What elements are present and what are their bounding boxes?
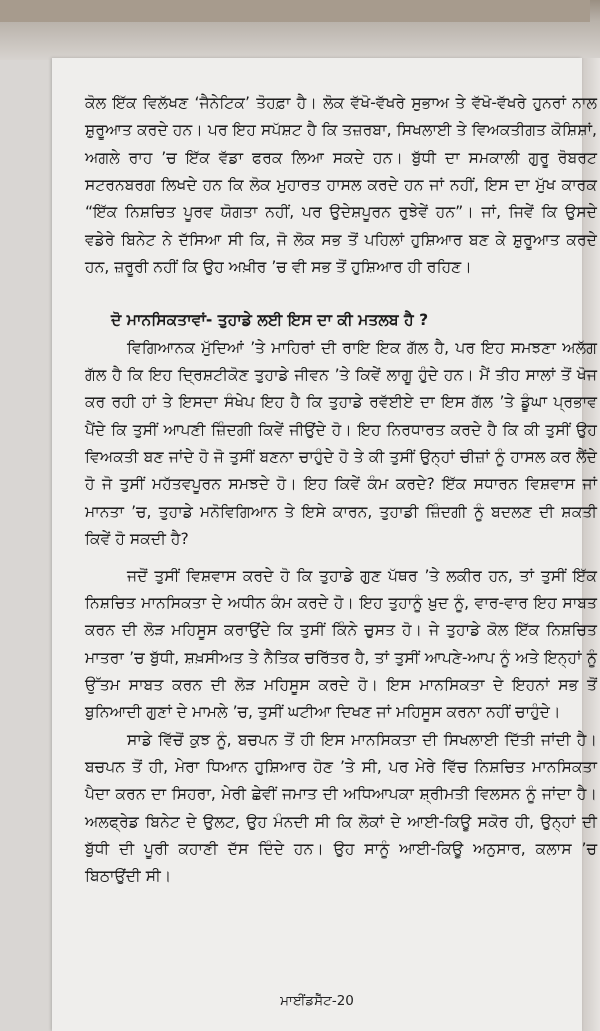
book-cover-edge (0, 0, 590, 22)
paragraph-4: ਸਾਡੇ ਵਿੱਚੋਂ ਕੁਝ ਨੂੰ, ਬਚਪਨ ਤੋਂ ਹੀ ਇਸ ਮਾਨਸਿਕਤਾ ਦੀ ਸਿਖਲਾਈ ਦਿੱਤੀ ਜਾਂਦੀ ਹੈ। ਬਚਪਨ ਤੋਂ ਹੀ, ਮੇਰਾ ਧਿਆਨ ਹੁਸ਼ਿਆਰ ਹੋਣ ’ਤੇ ਸੀ, ਪਰ ਮੇਰੇ ਵਿੱਚ ਨਿਸ਼ਚਿਤ ਮਾਨਸਿਕਤਾ ਪੈਦਾ ਕਰਨ ਦਾ ਸਿਹਰਾ, ਮੇਰੀ ਛੇਵੀਂ ਜਮਾਤ ਦੀ ਅਧਿਆਪਕਾ ਸ਼੍ਰੀਮਤੀ ਵਿਲਸਨ ਨੂੰ ਜਾਂਦਾ ਹੈ। ਅਲਫ੍ਰੇਡ ਬਿਨੇਟ ਦੇ ਉਲਟ, ਉਹ ਮੰਨਦੀ ਸੀ ਕਿ ਲੋਕਾਂ ਦੇ ਆਈ-ਕਿਊ ਸਕੋਰ ਹੀ, ਉਨ੍ਹਾਂ ਦੀ ਬੁੱਧੀ ਦੀ ਪੂਰੀ ਕਹਾਣੀ ਦੱਸ ਦਿੰਦੇ ਹਨ। ਉਹ ਸਾਨੂੰ ਆਈ-ਕਿਊ ਅਨੁਸਾਰ, ਕਲਾਸ ’ਚ ਬਿਠਾਉਂਦੀ ਸੀ। (85, 730, 597, 886)
book-page (52, 58, 597, 1031)
section-gap (85, 281, 597, 295)
paragraph-3: ਜਦੋਂ ਤੁਸੀਂ ਵਿਸ਼ਵਾਸ ਕਰਦੇ ਹੋ ਕਿ ਤੁਹਾਡੇ ਗੁਣ ਪੱਥਰ ’ਤੇ ਲਕੀਰ ਹਨ, ਤਾਂ ਤੁਸੀਂ ਇੱਕ ਨਿਸ਼ਚਿਤ ਮਾਨਸਿਕਤਾ ਦੇ ਅਧੀਨ ਕੰਮ ਕਰਦੇ ਹੋ। ਇਹ ਤੁਹਾਨੂੰ ਖ਼ੁਦ ਨੂੰ, ਵਾਰ-ਵਾਰ ਇਹ ਸਾਬਤ ਕਰਨ ਦੀ ਲੋੜ ਮਹਿਸੂਸ ਕਰਾਉਂਦੇ ਕਿ ਤੁਸੀਂ ਕਿੰਨੇ ਚੁਸਤ ਹੋ। ਜੇ ਤੁਹਾਡੇ ਕੋਲ ਇੱਕ ਨਿਸ਼ਚਿਤ ਮਾਤਰਾ ’ਚ ਬੁੱਧੀ, ਸ਼ਖ਼ਸੀਅਤ ਤੇ ਨੈਤਿਕ ਚਰਿੱਤਰ ਹੈ, ਤਾਂ ਤੁਸੀਂ ਆਪਣੇ-ਆਪ ਨੂੰ ਅਤੇ ਇਨ੍ਹਾਂ ਨੂੰ ਉੱਤਮ ਸਾਬਤ ਕਰਨ ਦੀ ਲੋੜ ਮਹਿਸੂਸ ਕਰਦੇ ਹੋ। ਇਸ ਮਾਨਸਿਕਤਾ ਦੇ ਇਹਨਾਂ ਸਭ ਤੋਂ ਬੁਨਿਆਦੀ ਗੁਣਾਂ ਦੇ ਮਾਮਲੇ ’ਚ, ਤੁਸੀਂ ਘਟੀਆ ਦਿਖਣ ਜਾਂ ਮਹਿਸੂਸ ਕਰਨਾ ਨਹੀਂ ਚਾਹੁੰਦੇ। (85, 566, 597, 722)
background-top-strip (0, 0, 600, 60)
paragraph-1: ਕੋਲ ਇੱਕ ਵਿਲੱਖਣ ‘ਜੈਨੇਟਿਕ’ ਤੋਹਫ਼ਾ ਹੈ। ਲੋਕ ਵੱਖੋ-ਵੱਖਰੇ ਸੁਭਾਅ ਤੇ ਵੱਖੋ-ਵੱਖਰੇ ਹੁਨਰਾਂ ਨਾਲ ਸ਼ੁਰੂਆਤ ਕਰਦੇ ਹਨ। ਪਰ ਇਹ ਸਪੱਸ਼ਟ ਹੈ ਕਿ ਤਜ਼ਰਬਾ, ਸਿਖਲਾਈ ਤੇ ਵਿਅਕਤੀਗਤ ਕੋਸ਼ਿਸ਼ਾਂ, ਅਗਲੇ ਰਾਹ ’ਚ ਇੱਕ ਵੱਡਾ ਫਰਕ ਲਿਆ ਸਕਦੇ ਹਨ। ਬੁੱਧੀ ਦਾ ਸਮਕਾਲੀ ਗੁਰੂ ਰੋਬਰਟ ਸਟਰਨਬਰਗ ਲਿਖਦੇ ਹਨ ਕਿ ਲੋਕ ਮੁਹਾਰਤ ਹਾਸਲ ਕਰਦੇ ਹਨ ਜਾਂ ਨਹੀਂ, ਇਸ ਦਾ ਮੁੱਖ ਕਾਰਕ “ਇੱਕ ਨਿਸ਼ਚਿਤ ਪੂਰਵ ਯੋਗਤਾ ਨਹੀਂ, ਪਰ ਉਦੇਸ਼ਪੂਰਨ ਰੁਝੇਵੇਂ ਹਨ”। ਜਾਂ, ਜਿਵੇਂ ਕਿ ਉਸਦੇ ਵਡੇਰੇ ਬਿਨੇਟ ਨੇ ਦੱਸਿਆ ਸੀ ਕਿ, ਜੋ ਲੋਕ ਸਭ ਤੋਂ ਪਹਿਲਾਂ ਹੁਸ਼ਿਆਰ ਬਣ ਕੇ ਸ਼ੁਰੂਆਤ ਕਰਦੇ ਹਨ, ਜ਼ਰੂਰੀ ਨਹੀਂ ਕਿ ਉਹ ਅਖ਼ੀਰ ’ਚ ਵੀ ਸਭ ਤੋਂ ਹੁਸ਼ਿਆਰ ਹੀ ਰਹਿਣ। (85, 94, 597, 277)
paragraph-2: ਵਿਗਿਆਨਕ ਮੁੱਦਿਆਂ ’ਤੇ ਮਾਹਿਰਾਂ ਦੀ ਰਾਇ ਇਕ ਗੱਲ ਹੈ, ਪਰ ਇਹ ਸਮਝਣਾ ਅਲੱਗ ਗੱਲ ਹੈ ਕਿ ਇਹ ਦ੍ਰਿਸ਼ਟੀਕੋਣ ਤੁਹਾਡੇ ਜੀਵਨ ’ਤੇ ਕਿਵੇਂ ਲਾਗੂ ਹੁੰਦੇ ਹਨ। ਮੈਂ ਤੀਹ ਸਾਲਾਂ ਤੋਂ ਖੋਜ ਕਰ ਰਹੀ ਹਾਂ ਤੇ ਇਸਦਾ ਸੰਖੇਪ ਇਹ ਹੈ ਕਿ ਤੁਹਾਡੇ ਰਵੱਈਏ ਦਾ ਇਸ ਗੱਲ ’ਤੇ ਡੂੰਘਾ ਪ੍ਰਭਾਵ ਪੈਂਦੇ ਕਿ ਤੁਸੀਂ ਆਪਣੀ ਜ਼ਿੰਦਗੀ ਕਿਵੇਂ ਜੀਉਂਦੇ ਹੋ। ਇਹ ਨਿਰਧਾਰਤ ਕਰਦੇ ਹੈ ਕਿ ਕੀ ਤੁਸੀਂ ਉਹ ਵਿਅਕਤੀ ਬਣ ਜਾਂਦੇ ਹੋ ਜੋ ਤੁਸੀਂ ਬਣਨਾ ਚਾਹੁੰਦੇ ਹੋ ਤੇ ਕੀ ਤੁਸੀਂ ਉਨ੍ਹਾਂ ਚੀਜ਼ਾਂ ਨੂੰ ਹਾਸਲ ਕਰ ਲੈਂਦੇ ਹੋ ਜੋ ਤੁਸੀਂ ਮਹੱਤਵਪੂਰਨ ਸਮਝਦੇ ਹੋ। ਇਹ ਕਿਵੇਂ ਕੰਮ ਕਰਦੇ? ਇੱਕ ਸਧਾਰਨ ਵਿਸ਼ਵਾਸ ਜਾਂ ਮਾਨਤਾ ’ਚ, ਤੁਹਾਡੇ ਮਨੋਵਿਗਿਆਨ ਤੇ ਇਸੇ ਕਾਰਨ, ਤੁਹਾਡੀ ਜ਼ਿੰਦਗੀ ਨੂੰ ਬਦਲਣ ਦੀ ਸ਼ਕਤੀ ਕਿਵੇਂ ਹੋ ਸਕਦੀ ਹੈ? (85, 338, 597, 549)
page-footer: ਮਾਈਂਡਸੈੱਟ-20 (280, 993, 354, 1009)
section-heading: ਦੋ ਮਾਨਸਿਕਤਾਵਾਂ- ਤੁਹਾਡੇ ਲਈ ਇਸ ਦਾ ਕੀ ਮਤਲਬ ਹੈ ? (111, 311, 429, 330)
page-body (85, 90, 597, 891)
